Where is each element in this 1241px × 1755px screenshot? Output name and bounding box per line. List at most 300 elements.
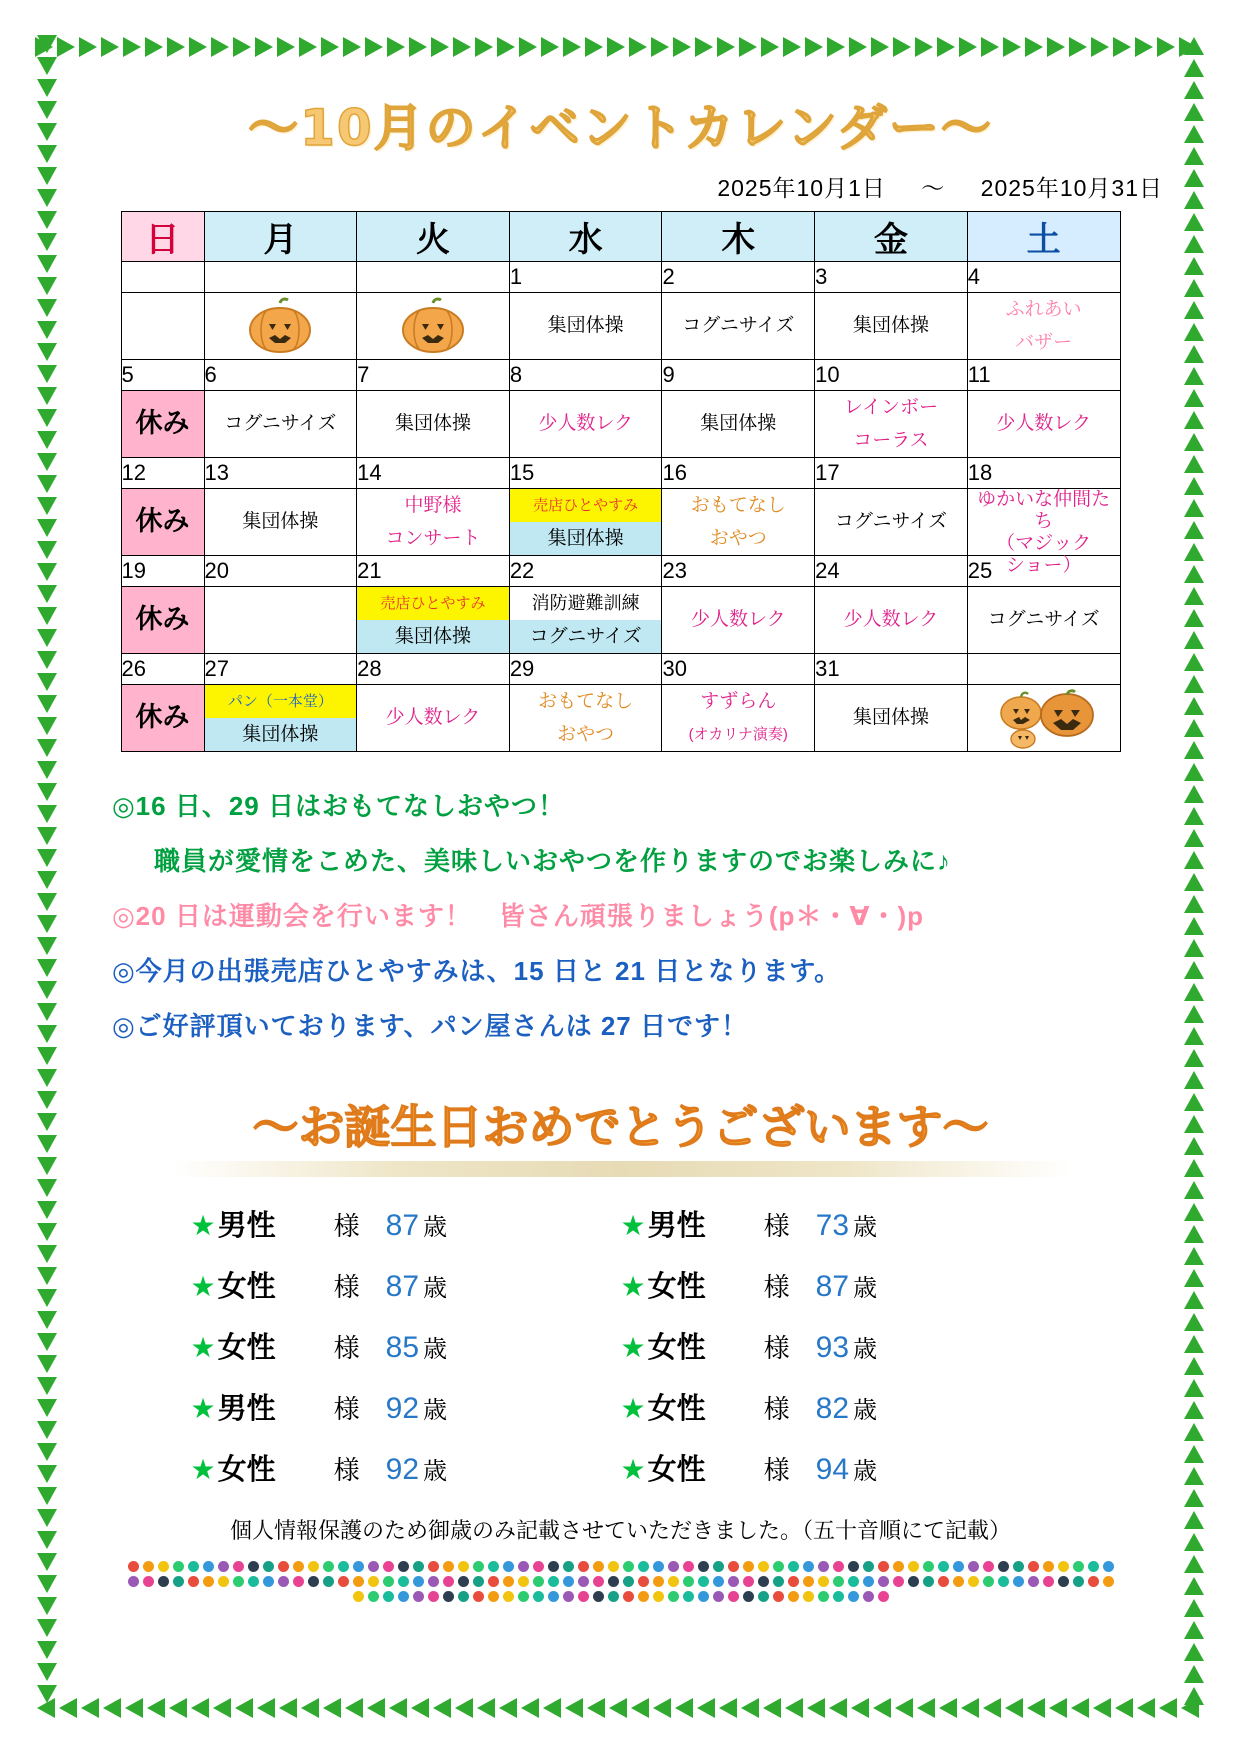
leaf-icon bbox=[1181, 232, 1207, 254]
event-line: すずらん bbox=[700, 690, 777, 712]
pumpkin-icon bbox=[205, 293, 357, 359]
decorative-dot bbox=[248, 1561, 259, 1572]
leaf-icon bbox=[1002, 34, 1024, 60]
leaf-icon bbox=[584, 34, 606, 60]
decorative-dot bbox=[338, 1561, 349, 1572]
event-cell: 集団体操 bbox=[509, 293, 662, 360]
list-item bbox=[191, 1447, 621, 1488]
leaf-icon bbox=[34, 1618, 60, 1640]
decorative-dot bbox=[218, 1576, 229, 1587]
leaf-icon bbox=[1181, 1134, 1207, 1156]
leaf-icon bbox=[188, 1695, 210, 1721]
leaf-icon bbox=[430, 34, 452, 60]
leaf-icon bbox=[34, 1112, 60, 1134]
decorative-dot bbox=[833, 1591, 844, 1602]
birthday-age bbox=[816, 1451, 877, 1487]
leaf-icon bbox=[34, 1068, 60, 1090]
leaf-icon bbox=[1181, 452, 1207, 474]
event-cell bbox=[357, 489, 510, 556]
leaf-icon bbox=[34, 518, 60, 540]
event-cell-pumpkin bbox=[357, 293, 510, 360]
decorative-dot bbox=[773, 1576, 784, 1587]
decorative-dot bbox=[143, 1561, 154, 1572]
privacy-footnote: 個人情報保護のため御歳のみ記載させていただきました。（五十音順にて記載） bbox=[229, 1518, 1011, 1543]
leaf-icon bbox=[34, 1244, 60, 1266]
decorative-dot bbox=[428, 1561, 439, 1572]
decorative-dot bbox=[1103, 1561, 1114, 1572]
event-line: コグニサイズ bbox=[510, 620, 662, 653]
decorative-dot bbox=[998, 1576, 1009, 1587]
leaf-icon bbox=[1181, 342, 1207, 364]
decorative-dot bbox=[1028, 1561, 1039, 1572]
decorative-dot bbox=[758, 1591, 769, 1602]
leaf-icon bbox=[782, 34, 804, 60]
decorative-dot bbox=[248, 1576, 259, 1587]
leaf-icon bbox=[34, 320, 60, 342]
leaf-icon bbox=[760, 34, 782, 60]
birthday-age-unit: 歳 bbox=[423, 1214, 448, 1241]
leaf-icon bbox=[34, 210, 60, 232]
star-icon: ★ bbox=[190, 1332, 216, 1363]
leaf-icon bbox=[1181, 1046, 1207, 1068]
birthday-sex: 女性 bbox=[647, 1393, 706, 1425]
leaf-icon bbox=[1181, 892, 1207, 914]
star-icon: ★ bbox=[620, 1332, 646, 1363]
decorative-dot bbox=[293, 1561, 304, 1572]
leaf-icon bbox=[34, 1486, 60, 1508]
decorative-dot bbox=[1088, 1561, 1099, 1572]
leaf-icon bbox=[1181, 1288, 1207, 1310]
leaf-icon bbox=[232, 34, 254, 60]
decorative-dot bbox=[143, 1576, 154, 1587]
list-item bbox=[191, 1203, 621, 1244]
decorative-dot bbox=[278, 1576, 289, 1587]
decorative-dot bbox=[803, 1561, 814, 1572]
border-right-vine bbox=[1181, 34, 1207, 1721]
leaf-icon bbox=[1181, 1486, 1207, 1508]
leaf-icon bbox=[848, 34, 870, 60]
leaf-icon bbox=[716, 1695, 738, 1721]
leaf-icon bbox=[34, 122, 60, 144]
leaf-icon bbox=[628, 34, 650, 60]
leaf-icon bbox=[34, 892, 60, 914]
leaf-icon bbox=[1181, 1332, 1207, 1354]
leaf-icon bbox=[562, 34, 584, 60]
decorative-dot bbox=[548, 1576, 559, 1587]
day-number: 5 bbox=[121, 360, 204, 391]
birthday-age bbox=[386, 1329, 447, 1365]
decorative-dot bbox=[788, 1591, 799, 1602]
decorative-dot bbox=[653, 1576, 664, 1587]
pumpkin-icon-svg bbox=[398, 297, 468, 355]
leaf-icon bbox=[408, 1695, 430, 1721]
day-number: 24 bbox=[815, 556, 968, 587]
birthday-list bbox=[191, 1203, 1051, 1488]
decorative-dot bbox=[578, 1561, 589, 1572]
birthday-age bbox=[816, 1268, 877, 1304]
birthday-age-number: 85 bbox=[385, 1331, 420, 1364]
leaf-icon bbox=[34, 1156, 60, 1178]
decorative-dot bbox=[233, 1561, 244, 1572]
decorative-dot-strip bbox=[121, 1561, 1121, 1602]
birthday-sex: 女性 bbox=[647, 1454, 706, 1486]
leaf-icon bbox=[34, 672, 60, 694]
leaf-icon bbox=[364, 1695, 386, 1721]
leaf-icon bbox=[1181, 694, 1207, 716]
week-1-numbers bbox=[121, 262, 1120, 293]
decorative-dot bbox=[683, 1576, 694, 1587]
decorative-dot bbox=[623, 1591, 634, 1602]
leaf-icon bbox=[34, 34, 56, 60]
decorative-dot bbox=[1013, 1576, 1024, 1587]
leaf-icon bbox=[518, 1695, 540, 1721]
decorative-dot bbox=[848, 1576, 859, 1587]
leaf-icon bbox=[1181, 320, 1207, 342]
leaf-icon bbox=[34, 958, 60, 980]
decorative-dot bbox=[923, 1561, 934, 1572]
decorative-dot bbox=[818, 1576, 829, 1587]
leaf-icon bbox=[34, 452, 60, 474]
birthday-age-number: 87 bbox=[385, 1270, 420, 1303]
event-cell: コグニサイズ bbox=[967, 587, 1120, 654]
event-line: 集団体操 bbox=[357, 620, 509, 653]
event-cell: コグニサイズ bbox=[204, 391, 357, 458]
leaf-icon bbox=[1181, 606, 1207, 628]
decorative-dot bbox=[668, 1561, 679, 1572]
event-line: おやつ bbox=[709, 527, 767, 549]
star-icon: ★ bbox=[190, 1271, 216, 1302]
decorative-dot bbox=[218, 1561, 229, 1572]
event-cell bbox=[662, 685, 815, 752]
event-cell: コグニサイズ bbox=[662, 293, 815, 360]
decorative-dot bbox=[1088, 1576, 1099, 1587]
leaf-icon bbox=[34, 408, 60, 430]
note-item: ◎今月の出張売店ひとやすみは、15 日と 21 日となります。 bbox=[112, 956, 842, 986]
leaf-icon bbox=[122, 34, 144, 60]
decorative-dot bbox=[608, 1576, 619, 1587]
leaf-icon bbox=[34, 1684, 60, 1706]
decorative-dot bbox=[128, 1561, 139, 1572]
leaf-icon bbox=[760, 1695, 782, 1721]
day-number: 4 bbox=[967, 262, 1120, 293]
decorative-dot bbox=[458, 1591, 469, 1602]
list-item bbox=[191, 1325, 621, 1366]
decorative-dot bbox=[848, 1561, 859, 1572]
leaf-icon bbox=[34, 1376, 60, 1398]
leaf-icon bbox=[56, 34, 78, 60]
decorative-dot bbox=[413, 1576, 424, 1587]
decorative-dot bbox=[518, 1591, 529, 1602]
decorative-dot bbox=[638, 1576, 649, 1587]
decorative-dot bbox=[893, 1561, 904, 1572]
leaf-icon bbox=[826, 1695, 848, 1721]
leaf-icon bbox=[1181, 936, 1207, 958]
decorative-dot bbox=[908, 1561, 919, 1572]
decorative-dot bbox=[263, 1561, 274, 1572]
day-number: 8 bbox=[509, 360, 662, 391]
day-number: 10 bbox=[815, 360, 968, 391]
event-line: レインボー bbox=[843, 396, 938, 418]
birthday-age-number: 92 bbox=[385, 1392, 420, 1425]
leaf-icon bbox=[848, 1695, 870, 1721]
list-item bbox=[191, 1386, 621, 1427]
leaf-icon bbox=[1181, 1508, 1207, 1530]
birthday-age-number: 93 bbox=[815, 1331, 850, 1364]
day-number: 15 bbox=[509, 458, 662, 489]
leaf-icon bbox=[342, 34, 364, 60]
decorative-dot bbox=[698, 1591, 709, 1602]
decorative-dot bbox=[203, 1576, 214, 1587]
day-number: 17 bbox=[815, 458, 968, 489]
leaf-icon bbox=[34, 826, 60, 848]
event-cell: 少人数レク bbox=[509, 391, 662, 458]
leaf-icon bbox=[34, 430, 60, 452]
star-icon: ★ bbox=[190, 1393, 216, 1424]
event-line: おもてなし bbox=[538, 690, 634, 712]
leaf-icon bbox=[1181, 1200, 1207, 1222]
birthday-age bbox=[386, 1268, 447, 1304]
leaf-icon bbox=[144, 34, 166, 60]
leaf-icon bbox=[1181, 1574, 1207, 1596]
decorative-dot bbox=[728, 1576, 739, 1587]
birthday-age-unit: 歳 bbox=[423, 1275, 448, 1302]
leaf-icon bbox=[34, 364, 60, 386]
leaf-icon bbox=[34, 848, 60, 870]
event-cell bbox=[509, 685, 662, 752]
page-title: ～10月のイベントカレンダー～ bbox=[248, 99, 993, 157]
decorative-dot bbox=[743, 1591, 754, 1602]
leaf-icon bbox=[1181, 78, 1207, 100]
decorative-dot bbox=[1058, 1576, 1069, 1587]
leaf-icon bbox=[1181, 188, 1207, 210]
birthday-sex: 女性 bbox=[647, 1271, 706, 1303]
decorative-dot bbox=[638, 1561, 649, 1572]
day-number: 16 bbox=[662, 458, 815, 489]
leaf-icon bbox=[1181, 804, 1207, 826]
decorative-dot bbox=[293, 1576, 304, 1587]
leaf-icon bbox=[34, 782, 60, 804]
leaf-icon bbox=[34, 1574, 60, 1596]
leaf-icon bbox=[276, 34, 298, 60]
leaf-icon bbox=[738, 34, 760, 60]
leaf-icon bbox=[1181, 1112, 1207, 1134]
event-cell: コグニサイズ bbox=[815, 489, 968, 556]
birthday-age-unit: 歳 bbox=[853, 1214, 878, 1241]
birthday-age-number: 73 bbox=[815, 1209, 850, 1242]
decorative-dot bbox=[353, 1561, 364, 1572]
leaf-icon bbox=[936, 1695, 958, 1721]
decorative-dot bbox=[788, 1561, 799, 1572]
border-bottom-vine bbox=[34, 1695, 1207, 1721]
decorative-dot bbox=[458, 1576, 469, 1587]
birthday-age-unit: 歳 bbox=[423, 1458, 448, 1485]
leaf-icon bbox=[56, 1695, 78, 1721]
leaf-icon bbox=[34, 1354, 60, 1376]
leaf-icon bbox=[1181, 1684, 1207, 1706]
leaf-icon bbox=[716, 34, 738, 60]
leaf-icon bbox=[1178, 34, 1200, 60]
event-cell: 集団体操 bbox=[662, 391, 815, 458]
leaf-icon bbox=[1046, 34, 1068, 60]
decorative-dot bbox=[713, 1561, 724, 1572]
decorative-dot bbox=[743, 1576, 754, 1587]
decorative-dot bbox=[173, 1576, 184, 1587]
birthday-age bbox=[386, 1207, 447, 1243]
note-item: ◎ご好評頂いております、パン屋さんは 27 日です！ bbox=[112, 1011, 748, 1041]
leaf-icon bbox=[34, 78, 60, 100]
leaf-icon bbox=[1181, 1266, 1207, 1288]
leaf-icon bbox=[34, 936, 60, 958]
leaf-icon bbox=[34, 606, 60, 628]
event-cell-pumpkins bbox=[967, 685, 1120, 752]
weekday-fri: 金 bbox=[815, 212, 968, 262]
decorative-dot bbox=[428, 1576, 439, 1587]
border-top-vine bbox=[34, 34, 1207, 60]
decorative-dot bbox=[263, 1576, 274, 1587]
decorative-dot bbox=[203, 1561, 214, 1572]
leaf-icon bbox=[914, 1695, 936, 1721]
leaf-icon bbox=[496, 34, 518, 60]
decorative-dot bbox=[533, 1591, 544, 1602]
decorative-dot bbox=[863, 1591, 874, 1602]
decorative-dot bbox=[308, 1576, 319, 1587]
decorative-dot bbox=[683, 1591, 694, 1602]
leaf-icon bbox=[1181, 166, 1207, 188]
leaf-icon bbox=[518, 34, 540, 60]
decorative-dot bbox=[833, 1576, 844, 1587]
leaf-icon bbox=[34, 188, 60, 210]
birthday-sama: 様 bbox=[763, 1211, 790, 1241]
week-5-events bbox=[121, 685, 1120, 752]
leaf-icon bbox=[254, 1695, 276, 1721]
event-line: （マジック bbox=[996, 532, 1092, 554]
decorative-dot bbox=[398, 1591, 409, 1602]
decorative-dot bbox=[968, 1576, 979, 1587]
event-cell-split bbox=[204, 685, 357, 752]
leaf-icon bbox=[1181, 914, 1207, 936]
birthday-age-unit: 歳 bbox=[423, 1336, 448, 1363]
leaf-icon bbox=[34, 1090, 60, 1112]
decorative-dot bbox=[653, 1561, 664, 1572]
date-range bbox=[60, 170, 1181, 203]
week-1-events bbox=[121, 293, 1120, 360]
leaf-icon bbox=[672, 1695, 694, 1721]
leaf-icon bbox=[34, 1464, 60, 1486]
decorative-dot bbox=[608, 1561, 619, 1572]
birthday-age-unit: 歳 bbox=[853, 1336, 878, 1363]
leaf-icon bbox=[34, 650, 60, 672]
decorative-dot bbox=[593, 1561, 604, 1572]
leaf-icon bbox=[34, 1178, 60, 1200]
decorative-dot bbox=[593, 1591, 604, 1602]
birthday-sama: 様 bbox=[763, 1333, 790, 1363]
leaf-icon bbox=[1181, 1310, 1207, 1332]
list-item bbox=[621, 1386, 1051, 1427]
leaf-icon bbox=[694, 1695, 716, 1721]
leaf-icon bbox=[1181, 628, 1207, 650]
event-line: ふれあい bbox=[1005, 298, 1082, 320]
leaf-icon bbox=[34, 1200, 60, 1222]
decorative-dot bbox=[833, 1561, 844, 1572]
leaf-icon bbox=[34, 914, 60, 936]
decorative-dot bbox=[578, 1576, 589, 1587]
leaf-icon bbox=[1181, 1596, 1207, 1618]
decorative-dot bbox=[488, 1561, 499, 1572]
decorative-dot bbox=[383, 1576, 394, 1587]
leaf-icon bbox=[34, 1046, 60, 1068]
weekday-tue: 火 bbox=[357, 212, 510, 262]
leaf-icon bbox=[232, 1695, 254, 1721]
leaf-icon bbox=[958, 1695, 980, 1721]
leaf-icon bbox=[540, 34, 562, 60]
leaf-icon bbox=[540, 1695, 562, 1721]
leaf-icon bbox=[628, 1695, 650, 1721]
event-cell: 少人数レク bbox=[815, 587, 968, 654]
decorative-dot bbox=[878, 1591, 889, 1602]
decorative-dot bbox=[443, 1591, 454, 1602]
leaf-icon bbox=[1112, 1695, 1134, 1721]
event-line: 消防避難訓練 bbox=[510, 587, 662, 620]
calendar-header-row bbox=[121, 212, 1120, 262]
weekday-mon: 月 bbox=[204, 212, 357, 262]
leaf-icon bbox=[1181, 848, 1207, 870]
decorative-dot bbox=[233, 1576, 244, 1587]
leaf-icon bbox=[1181, 364, 1207, 386]
birthday-age bbox=[816, 1390, 877, 1426]
decorative-dot bbox=[398, 1576, 409, 1587]
leaf-icon bbox=[1181, 100, 1207, 122]
leaf-icon bbox=[1181, 870, 1207, 892]
event-cell bbox=[121, 293, 204, 360]
leaf-icon bbox=[1181, 958, 1207, 980]
leaf-icon bbox=[210, 1695, 232, 1721]
leaf-icon bbox=[342, 1695, 364, 1721]
leaf-icon bbox=[100, 1695, 122, 1721]
day-number: 31 bbox=[815, 654, 968, 685]
star-icon: ★ bbox=[190, 1454, 216, 1485]
decorative-dot bbox=[1013, 1561, 1024, 1572]
event-cell bbox=[815, 391, 968, 458]
leaf-icon bbox=[34, 540, 60, 562]
birthday-sama: 様 bbox=[763, 1394, 790, 1424]
leaf-icon bbox=[1090, 1695, 1112, 1721]
leaf-icon bbox=[34, 386, 60, 408]
leaf-icon bbox=[34, 1442, 60, 1464]
leaf-icon bbox=[474, 34, 496, 60]
birthday-age-unit: 歳 bbox=[423, 1397, 448, 1424]
event-cell: 少人数レク bbox=[662, 587, 815, 654]
leaf-icon bbox=[650, 1695, 672, 1721]
event-line: 集団体操 bbox=[510, 522, 662, 555]
decorative-dot bbox=[173, 1561, 184, 1572]
leaf-icon bbox=[1156, 1695, 1178, 1721]
decorative-dot bbox=[368, 1561, 379, 1572]
leaf-icon bbox=[34, 166, 60, 188]
leaf-icon bbox=[1181, 518, 1207, 540]
decorative-dot bbox=[623, 1561, 634, 1572]
leaf-icon bbox=[1181, 1222, 1207, 1244]
day-number: 20 bbox=[204, 556, 357, 587]
decorative-dot bbox=[698, 1561, 709, 1572]
leaf-icon bbox=[1024, 1695, 1046, 1721]
leaf-icon bbox=[1181, 540, 1207, 562]
leaf-icon bbox=[320, 1695, 342, 1721]
leaf-icon bbox=[34, 474, 60, 496]
leaf-icon bbox=[276, 1695, 298, 1721]
event-cell-rest: 休み bbox=[121, 685, 204, 752]
event-cell-sports-day: 運動会 bbox=[204, 587, 357, 654]
leaf-icon bbox=[1181, 430, 1207, 452]
